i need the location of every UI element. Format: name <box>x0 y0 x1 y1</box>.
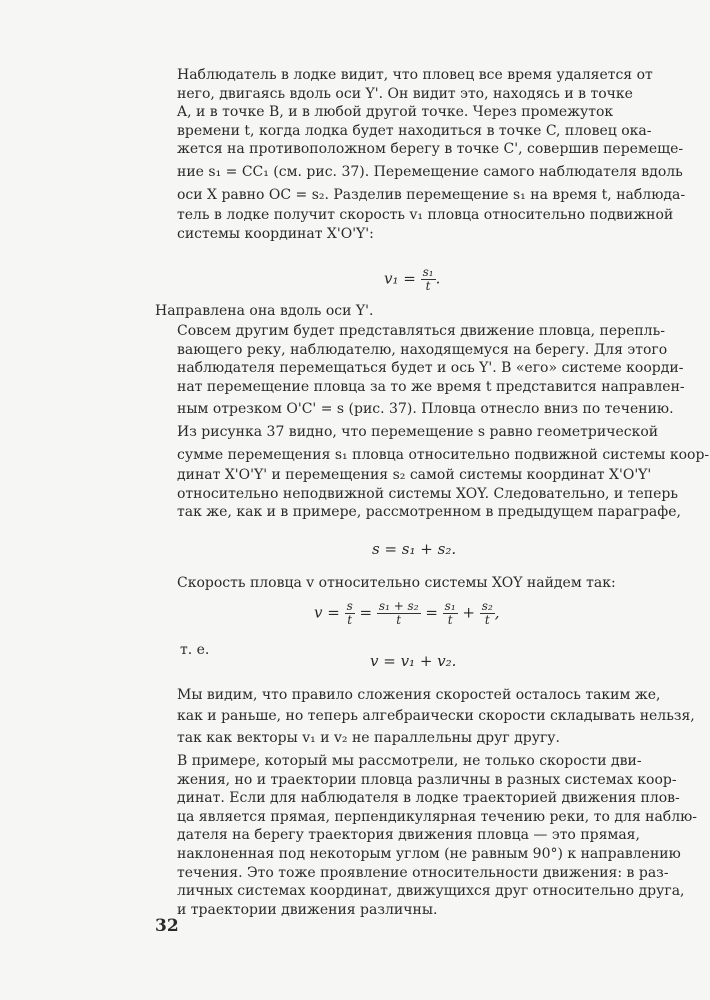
text-line: тель в лодке получит скорость v₁ пловца относительно подвижной <box>177 207 674 224</box>
formula-v <box>314 600 500 627</box>
fraction-denominator: t <box>484 613 490 627</box>
text-line: A, и в точке B, и в любой другой точке. Через промежуток <box>177 104 614 121</box>
fraction <box>377 600 421 627</box>
text-line: как и раньше, но теперь алгебраически скорости складывать нельзя, <box>177 707 695 724</box>
fraction-numerator: s₁ + s₂ <box>378 599 419 613</box>
plus-sign: + <box>462 603 475 622</box>
text-line: вающего реку, наблюдателю, находящемуся на берегу. Для этого <box>177 341 668 358</box>
text-line: жется на противоположном берегу в точке C', совершив перемеще- <box>177 141 684 158</box>
text-line: и траектории движения различны. <box>177 901 438 918</box>
paragraph-3 <box>155 686 695 748</box>
fraction-numerator: s₂ <box>481 599 493 613</box>
text-line: сумме перемещения s₁ пловца относительно подвижной системы коор- <box>177 446 710 463</box>
text-line: системы координат X'O'Y': <box>177 225 374 242</box>
text-line: течения. Это тоже проявление относительности движения: в раз- <box>177 864 669 881</box>
te-label: т. е. <box>180 642 210 658</box>
text-line: динат X'O'Y' и перемещения s₂ самой системы координат X'O'Y' <box>177 467 652 484</box>
text-line: Наблюдатель в лодке видит, что пловец все время удаляется от <box>177 67 653 83</box>
text-line: Направлена она вдоль оси Y'. <box>155 303 374 319</box>
text-line: личных системах координат, движущихся друг относительно друга, <box>177 883 685 900</box>
line-direction <box>155 302 675 321</box>
fraction <box>421 266 436 293</box>
text-line: ние s₁ = CC₁ (см. рис. 37). Перемещение самого наблюдателя вдоль <box>177 163 683 180</box>
paragraph-2 <box>155 322 710 522</box>
formula-v-sum <box>370 652 456 670</box>
text-line: ца является прямая, перпендикулярная течению реки, то для наблю- <box>177 808 698 825</box>
text-line: так же, как и в примере, рассмотренном в предыдущем параграфе, <box>177 504 681 521</box>
formula-tail: , <box>494 603 500 622</box>
text-line: жения, но и траектории пловца различны в разных системах коор- <box>177 771 677 788</box>
text-line: него, двигаясь вдоль оси Y'. Он видит это, находясь и в точке <box>177 85 633 102</box>
fraction-numerator: s₁ <box>422 265 434 279</box>
fraction <box>480 600 495 627</box>
fraction <box>345 600 355 627</box>
text-line: наблюдателя перемещаться будет и ось Y'. В «его» системе коорди- <box>177 360 684 377</box>
formula-text: s = s₁ + s₂. <box>372 540 457 558</box>
fraction-denominator: t <box>396 613 402 627</box>
fraction-numerator: s₁ <box>444 599 456 613</box>
fraction-numerator: s <box>346 599 353 613</box>
text-line: времени t, когда лодка будет находиться в точке C, пловец ока- <box>177 122 652 139</box>
equals-sign: = <box>359 603 373 622</box>
formula-s-sum <box>372 540 456 558</box>
text-line: оси X равно OC = s₂. Разделив перемещение s₁ на время t, наблюда- <box>177 186 686 203</box>
text-line: так как векторы v₁ и v₂ не параллельны друг другу. <box>177 730 560 747</box>
formula-text: v = v₁ + v₂. <box>370 652 457 670</box>
text-line: нат перемещение пловца за то же время t представится направлен- <box>177 378 685 395</box>
line-speed <box>155 574 675 593</box>
text-line: В примере, который мы рассмотрели, не только скорости дви- <box>177 753 642 769</box>
equals-sign: = <box>425 603 438 622</box>
fraction-denominator: t <box>447 613 453 627</box>
text-line: Совсем другим будет представляться движение пловца, перепль- <box>177 323 665 339</box>
text-line: Мы видим, что правило сложения скоростей осталось таким же, <box>177 687 661 703</box>
text-line: дателя на берегу траектория движения пловца — это прямая, <box>177 827 640 844</box>
paragraph-4 <box>155 752 698 919</box>
fraction <box>443 600 458 627</box>
paragraph-1 <box>155 66 686 243</box>
text-line: Из рисунка 37 видно, что перемещение s равно геометрической <box>177 423 659 440</box>
text-line: ным отрезком O'C' = s (рис. 37). Пловца отнесло вниз по течению. <box>177 401 674 418</box>
text-line: динат. Если для наблюдателя в лодке траекторией движения плов- <box>177 790 680 807</box>
fraction-denominator: t <box>425 279 431 293</box>
page-number: 32 <box>155 916 179 936</box>
formula-v1 <box>384 266 440 293</box>
text-line: наклоненная под некоторым углом (не равным 90°) к направлению <box>177 845 681 862</box>
text-line: Скорость пловца v относительно системы XOY найдем так: <box>177 575 616 591</box>
formula-lhs: v₁ = <box>384 269 416 288</box>
formula-lhs: v = <box>314 603 340 622</box>
formula-tail: . <box>435 269 441 288</box>
fraction-denominator: t <box>347 613 353 627</box>
text-line: относительно неподвижной системы XOY. Следовательно, и теперь <box>177 485 678 502</box>
